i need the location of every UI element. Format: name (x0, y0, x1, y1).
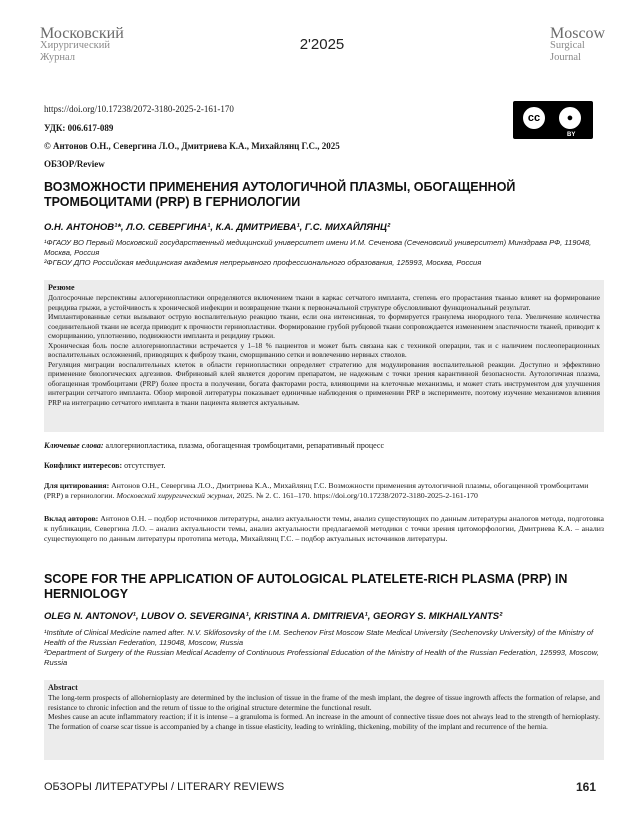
abstract-en (44, 680, 604, 760)
abstract-ru (44, 280, 604, 432)
by-icon: ● (557, 105, 583, 131)
page-number: 161 (576, 780, 597, 794)
abstract-paragraph: The long-term prospects of allohernioplasty are determined by the inclusion of tissue in the frame of the mesh implant, the degree of tissue ingrowth affects the formation of relapse, and resistance to chronic infection and the return of tissue to the original structure determine the functional result. (48, 693, 600, 712)
affiliations-en (44, 628, 600, 668)
authors-en: OLEG N. ANTONOV¹, LUBOV O. SEVERGINA¹, KRISTINA A. DMITRIEVA¹, GEORGY S. MIKHAILYANTS² (44, 611, 503, 622)
author-contributions (44, 514, 604, 544)
citation (44, 481, 604, 501)
affiliation-1: ¹ФГАОУ ВО Первый Московский государственный медицинский университет имени И.М. Сеченова (Сеченовский университет) Минздрава РФ, 119048, Москва, Россия (44, 238, 592, 257)
abstract-paragraph: Хроническая боль после аллогерниопластики встречается у 1–18 % пациентов и может быть связана как с техникой операции, так и с наличием послеоперационных воспалительных осложнений, приводящих к фиброзу ткани, сморщиванию сетки и вовлечению нервных стволов. (48, 340, 600, 359)
issue-number: 2'2025 (299, 36, 345, 53)
coi-value: отсутствует. (122, 461, 166, 470)
cc-icon: cc (521, 105, 547, 131)
contrib-label: Вклад авторов: (44, 514, 99, 523)
abstract-body (48, 693, 600, 731)
cite-label: Для цитирования: (44, 481, 110, 490)
affiliation-2: ²Department of Surgery of the Russian Medical Academy of Continuous Professional Education of the Ministry of Health of the Russian Federation, 125993, Moscow, Russia (44, 648, 599, 667)
page-header (0, 18, 644, 68)
logo-line: Surgical (550, 40, 585, 51)
affiliation-1: ¹Institute of Clinical Medicine named after. N.V. Sklifosovsky of the I.M. Sechenov First Moscow State Medical University (Sechenovsky University) of the Ministry of Health of the Russian Federation, 119048, Moscow, Russia (44, 628, 594, 647)
logo-line: Moscow (550, 25, 606, 42)
cite-journal: Московский хирургический журнал, (116, 491, 235, 500)
journal-logo-en (550, 25, 606, 64)
copyright-line: © Антонов О.Н., Севергина Л.О., Дмитриева К.А., Михайлянц Г.С., 2025 (44, 141, 340, 151)
keywords-value: аллогерниопластика, плазма, обогащенная тромбоцитами, репаративный процесс (103, 441, 384, 450)
logo-line: Хирургический (40, 40, 110, 51)
abstract-heading: Abstract (48, 683, 78, 692)
abstract-body (48, 293, 600, 407)
article-title-en: SCOPE FOR THE APPLICATION OF AUTOLOGICAL PLATELETE-RICH PLASMA (PRP) IN HERNIOLOGY (44, 572, 568, 601)
article-rubric: ОБЗОР/Review (44, 159, 105, 169)
cite-text-tail: 2025. № 2. С. 161–170. https://doi.org/10.17238/2072-3180-2025-2-161-170 (234, 491, 478, 500)
article-title-ru: ВОЗМОЖНОСТИ ПРИМЕНЕНИЯ АУТОЛОГИЧНОЙ ПЛАЗМЫ, ОБОГАЩЕННОЙ ТРОМБОЦИТАМИ (PRP) В ГЕРНИОЛОГИИ (44, 180, 516, 209)
footer-section: ОБЗОРЫ ЛИТЕРАТУРЫ / LITERARY REVIEWS (44, 781, 285, 793)
abstract-heading: Резюме (48, 283, 75, 292)
coi-label: Конфликт интересов: (44, 461, 123, 470)
affiliation-2: ²ФГБОУ ДПО Российская медицинская академия непрерывного профессионального образования, 125993, Москва, Россия (44, 258, 482, 267)
authors-ru: О.Н. АНТОНОВ¹*, Л.О. СЕВЕРГИНА¹, К.А. ДМИТРИЕВА¹, Г.С. МИХАЙЛЯНЦ² (44, 222, 391, 233)
cc-by-license-badge[interactable] (513, 101, 593, 139)
contrib-text: Антонов О.Н. – подбор источников литературы, анализ актуальности темы, анализ существующих по данным литературы аналогов метода, подготовка к публикации, Севергина Л.О. – анализ актуальности темы, анализ актуальности предлагаемой методики с точки зрения цитоморфологии, Дмитриева К.А. – анализ существующего по данным литературы прототипа метода, Михайлянц Г.С. – подбор актуальных источников литературы. (44, 514, 605, 543)
logo-line: Московский (40, 25, 124, 42)
abstract-paragraph: Meshes cause an acute inflammatory reaction; if it is intense – a granuloma is formed. An increase in the amount of connective tissue does not always lead to the strength of hernioplasty. The formation of coarse scar tissue is accompanied by a change in tissue elasticity, leading to wrinkling, thickening, mobility of the implant and recurrence of the hernia. (48, 712, 600, 731)
udk-code: УДК: 006.617-089 (44, 123, 114, 133)
logo-line: Journal (550, 52, 581, 63)
abstract-paragraph: Имплантированные сетки вызывают острую воспалительную реакцию ткани, если она интенсивная, то формируется гранулема инородного тела. Увеличение количества соединительной ткани не всегда приводит к прочности герниопластики. Формирование грубой рубцовой ткани сопровождается изменением эластичности тканей, приводит к сморщиванию, уплотнению, подвижности импланта и рецидиву грыжи. (48, 312, 600, 340)
affiliations-ru (44, 238, 600, 268)
license-label: BY (567, 132, 576, 138)
doi-link[interactable]: https://doi.org/10.17238/2072-3180-2025-2-161-170 (44, 104, 234, 114)
logo-line: Журнал (40, 52, 76, 63)
keywords (44, 441, 604, 450)
abstract-paragraph: Долгосрочные перспективы аллогерниопластики определяются включением ткани в каркас сетчатого импланта, степень его прорастания тканью влияет на формирование рецидива грыжи, а устойчивость к хронической инфекции и возвращение ткани к первоначальной структуре обусловливают функциональный результат. (48, 293, 600, 312)
conflict-of-interest (44, 461, 604, 470)
abstract-paragraph: Регуляция миграции воспалительных клеток в области герниопластики определяет стратегию для модулирования воспалительной реакции. Доступно и эффективно применение биологических адгезивов. Фибриновый клей является дорогим препаратом, не надежным с точки зрения карантинной безопасности. Аутологичная плазма, обогащенная тромбоцитами (PRP) более проста в получении, богата факторами роста, влияющими на клеточные механизмы, и может стать инструментом для улучшения интеграции сетчатого импланта. Обзор мировой литературы показывает единичные наблюдения о применении PRP в эксперименте, поэтому изучение механизмов влияния PRP на интеграцию сетчатого импланта в ткани пациента является актуальным. (48, 359, 600, 407)
keywords-label: Ключевые слова: (44, 441, 104, 450)
cite-text: Антонов О.Н., Севергина Л.О., Дмитриева К.А., Михайлянц Г.С. Возможности применения аутологичной плазмы, обогащенной тромбоцитами (PRP) в герниологии. (44, 481, 589, 500)
